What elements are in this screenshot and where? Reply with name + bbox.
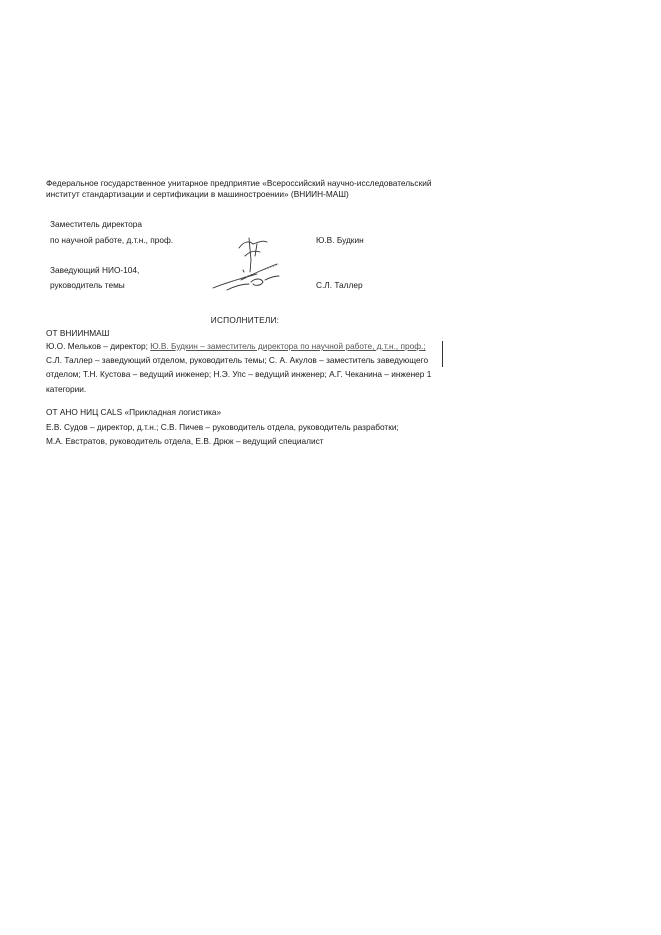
signatory-1-position-line1: Заместитель директора (50, 219, 143, 229)
signatory-1-position-line2: по научной работе, д.т.н., проф. (50, 235, 174, 245)
ano-executors-line1: Е.В. Судов – директор, д.т.н.; С.В. Пичев – руководитель отдела, руководитель разработки; (46, 422, 399, 432)
handwritten-signature (205, 230, 295, 298)
vniinmash-deputy-director-edited: Ю.В. Будкин – заместитель директора по научной работе, д.т.н., проф.; (150, 341, 426, 351)
change-bar (442, 341, 443, 367)
vniinmash-other-executors: С.Л. Таллер – заведующий отделом, руководитель темы; С. А. Акулов – заместитель заведующего отделом; Т.Н. Кустова – ведущий инженер; Н.Э. Упс – ведущий инженер; А.Г. Чеканина – инженер 1 категории. (46, 355, 432, 394)
executors-heading: ИСПОЛНИТЕЛИ: (210, 315, 280, 325)
signatory-1-name: Ю.В. Будкин (316, 235, 364, 245)
vniinmash-director: Ю.О. Мельков – директор; (46, 341, 148, 351)
signatory-2-name: С.Л. Таллер (316, 280, 363, 290)
ano-section-title: ОТ АНО НИЦ CALS «Прикладная логистика» (46, 407, 222, 417)
vniinmash-executors-paragraph (46, 339, 441, 396)
signatory-2-position-line1: Заведующий НИО-104, (50, 265, 140, 275)
ano-executors-line2: М.А. Евстратов, руководитель отдела, Е.В. Дрюк – ведущий специалист (46, 436, 324, 446)
vniinmash-section-title: ОТ ВНИИНМАШ (46, 328, 110, 338)
signatory-2-position-line2: руководитель темы (50, 280, 125, 290)
organization-text: Федеральное государственное унитарное предприятие «Всероссийский научно-исследовательский институт стандартизации и сертификации в машиностроении» (ВНИИН-МАШ) (46, 178, 432, 199)
